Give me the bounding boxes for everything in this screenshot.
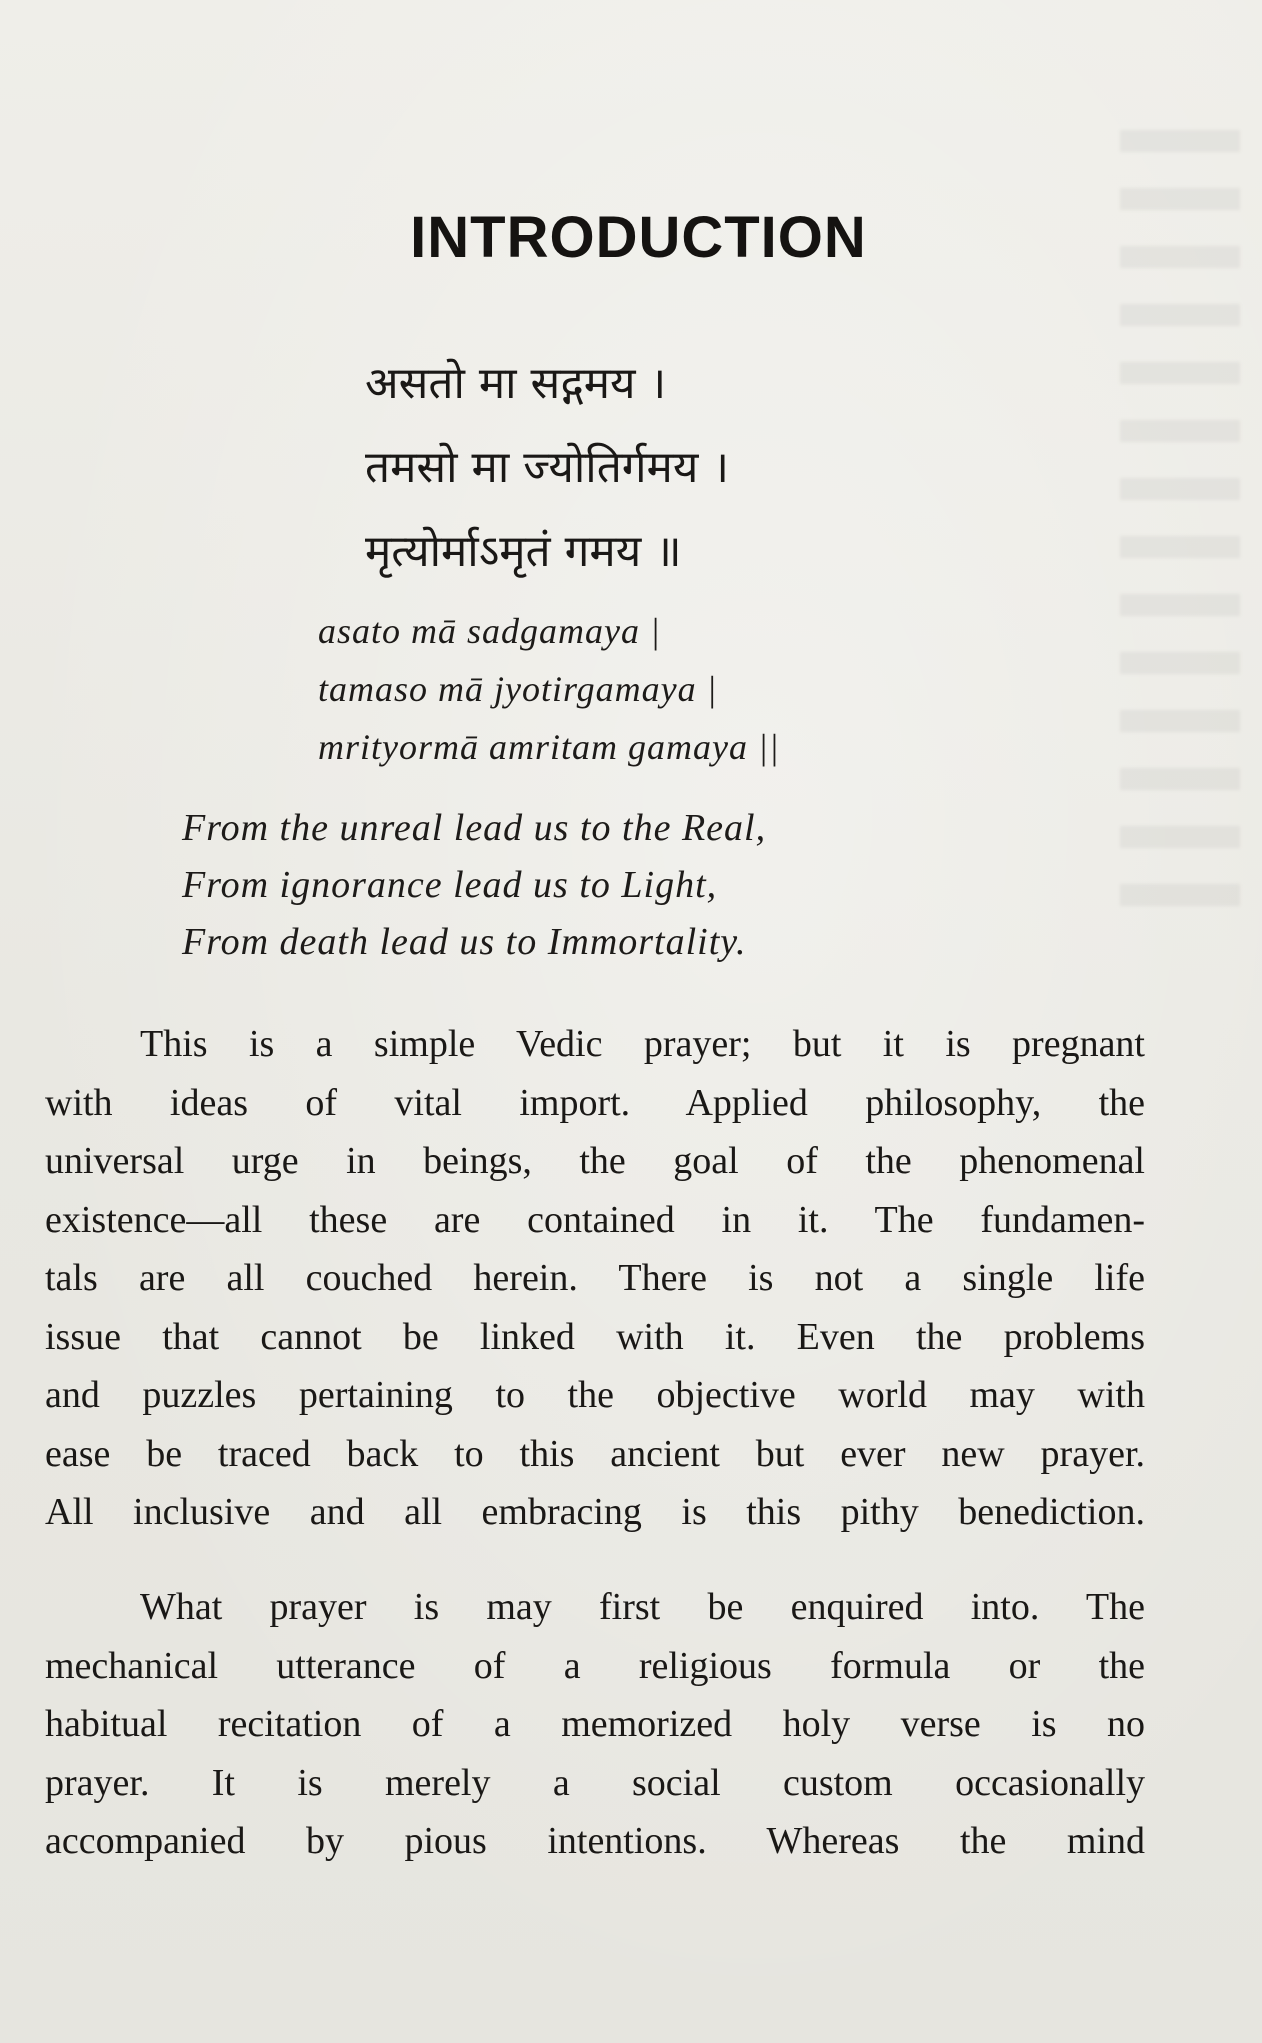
paragraph-line: universal urge in beings, the goal of the phenomenal — [45, 1140, 1145, 1182]
paragraph-line: prayer. It is merely a social custom occasionally — [45, 1761, 1145, 1804]
sanskrit-line: मृत्योर्माऽमृतं गमय ॥ — [365, 526, 682, 577]
transliteration-line: tamaso mā jyotirgamaya | — [318, 669, 718, 709]
sanskrit-line: असतो मा सद्गमय । — [365, 358, 667, 409]
paragraph-line: tals are all couched herein. There is not a single life — [45, 1257, 1145, 1299]
paragraph-line: habitual recitation of a memorized holy verse is no — [45, 1703, 1145, 1745]
paragraph-line: existence—all these are contained in it. The fundamen- — [45, 1198, 1145, 1241]
transliteration-line: mrityormā amritam gamaya || — [318, 727, 780, 767]
paragraph-line: accompanied by pious intentions. Whereas the mind — [45, 1820, 1145, 1862]
paragraph-line: What prayer is may first be enquired into. The — [140, 1586, 1145, 1628]
transliteration-line: asato mā sadgamaya | — [318, 611, 661, 651]
paragraph-line: with ideas of vital import. Applied philosophy, the — [45, 1081, 1145, 1124]
translation-line: From ignorance lead us to Light, — [182, 864, 718, 906]
body-paragraph-1 — [45, 1015, 1145, 1542]
paragraph-line: This is a simple Vedic prayer; but it is pregnant — [140, 1023, 1145, 1065]
paragraph-line: and puzzles pertaining to the objective world may with — [45, 1374, 1145, 1416]
paragraph-line: ease be traced back to this ancient but ever new prayer. — [45, 1432, 1145, 1475]
english-translation — [182, 800, 766, 971]
sanskrit-verse — [365, 342, 729, 594]
paragraph-line: issue that cannot be linked with it. Even the problems — [45, 1315, 1145, 1358]
sanskrit-line: तमसो मा ज्योतिर्गमय । — [365, 442, 730, 493]
paragraph-line: All inclusive and all embracing is this pithy benediction. — [45, 1491, 1145, 1533]
chapter-title: INTRODUCTION — [410, 205, 867, 270]
body-paragraph-2 — [45, 1578, 1145, 1871]
translation-line: From the unreal lead us to the Real, — [182, 807, 767, 849]
translation-line: From death lead us to Immortality. — [182, 921, 747, 963]
paragraph-line: mechanical utterance of a religious formula or the — [45, 1644, 1145, 1687]
transliteration — [318, 602, 780, 776]
